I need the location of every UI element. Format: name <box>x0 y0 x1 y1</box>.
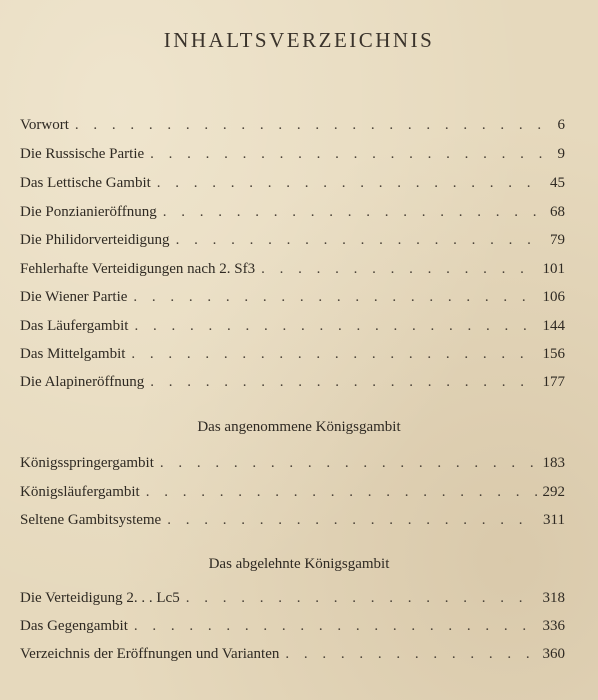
toc-entry <box>20 484 565 508</box>
toc-entry <box>20 204 565 228</box>
dot-leader <box>167 512 537 529</box>
toc-entry-label: Seltene Gambitsysteme <box>20 512 162 528</box>
toc-entry-label: Die Philidorverteidigung <box>20 232 170 248</box>
toc-entry <box>20 318 565 342</box>
toc-entry-page: 318 <box>542 590 565 606</box>
dot-leader <box>134 618 537 635</box>
toc-entry-page: 45 <box>550 175 565 191</box>
toc-entry <box>20 232 565 256</box>
toc-entry <box>20 646 565 670</box>
toc-entry-label: Vorwort <box>20 117 69 133</box>
toc-entry-label: Die Russische Partie <box>20 146 145 162</box>
toc-entry-page: 177 <box>542 374 565 390</box>
section-heading: Das angenommene Königsgambit <box>197 419 401 435</box>
toc-entry-page: 101 <box>542 261 565 277</box>
dot-leader <box>146 484 537 501</box>
toc-entry-label: Verzeichnis der Eröffnungen und Varianten <box>20 646 280 662</box>
toc-entry-label: Die Alapineröffnung <box>20 374 145 390</box>
dot-leader <box>157 175 544 192</box>
dot-leader <box>261 261 536 278</box>
toc-entry <box>20 455 565 479</box>
toc-entry-page: 336 <box>542 618 565 634</box>
toc-entry-label: Königsspringergambit <box>20 455 154 471</box>
dot-leader <box>285 646 536 663</box>
toc-entry-label: Das Lettische Gambit <box>20 175 151 191</box>
toc-entry-page: 183 <box>542 455 565 471</box>
toc-entry <box>20 374 565 398</box>
toc-entry-page: 360 <box>542 646 565 662</box>
toc-entry-page: 144 <box>542 318 565 334</box>
section-heading: Das abgelehnte Königsgambit <box>208 556 390 572</box>
page-title: INHALTSVERZEICHNIS <box>163 28 435 52</box>
toc-entry <box>20 512 565 536</box>
toc-entry-page: 106 <box>542 289 565 305</box>
dot-leader <box>131 346 536 363</box>
toc-entry-page: 79 <box>550 232 565 248</box>
toc-entry <box>20 175 565 199</box>
dot-leader <box>134 318 536 335</box>
toc-entry <box>20 590 565 614</box>
toc-entry-label: Das Gegengambit <box>20 618 128 634</box>
toc-entry-label: Das Mittelgambit <box>20 346 126 362</box>
dot-leader <box>160 455 537 472</box>
dot-leader <box>186 590 537 607</box>
toc-entry-page: 6 <box>557 117 565 133</box>
toc-entry <box>20 289 565 313</box>
toc-entry-label: Das Läufergambit <box>20 318 129 334</box>
dot-leader <box>163 204 544 221</box>
dot-leader <box>150 146 551 163</box>
toc-entry-label: Die Verteidigung 2. . . Lc5 <box>20 590 180 606</box>
toc-entry <box>20 261 565 285</box>
toc-entry-page: 68 <box>550 204 565 220</box>
toc-entry-label: Fehlerhafte Verteidigungen nach 2. Sf3 <box>20 261 256 277</box>
toc-entry <box>20 117 565 141</box>
toc-entry-page: 311 <box>543 512 565 528</box>
dot-leader <box>75 117 552 134</box>
dot-leader <box>150 374 536 391</box>
dot-leader <box>133 289 536 306</box>
toc-entry <box>20 346 565 370</box>
toc-entry-page: 156 <box>542 346 565 362</box>
toc-entry-label: Die Ponzianieröffnung <box>20 204 157 220</box>
toc-entry <box>20 618 565 642</box>
toc-entry-label: Die Wiener Partie <box>20 289 128 305</box>
toc-entry-page: 9 <box>557 146 565 162</box>
toc-entry <box>20 146 565 170</box>
toc-entry-page: 292 <box>542 484 565 500</box>
dot-leader <box>176 232 544 249</box>
toc-entry-label: Königsläufergambit <box>20 484 140 500</box>
